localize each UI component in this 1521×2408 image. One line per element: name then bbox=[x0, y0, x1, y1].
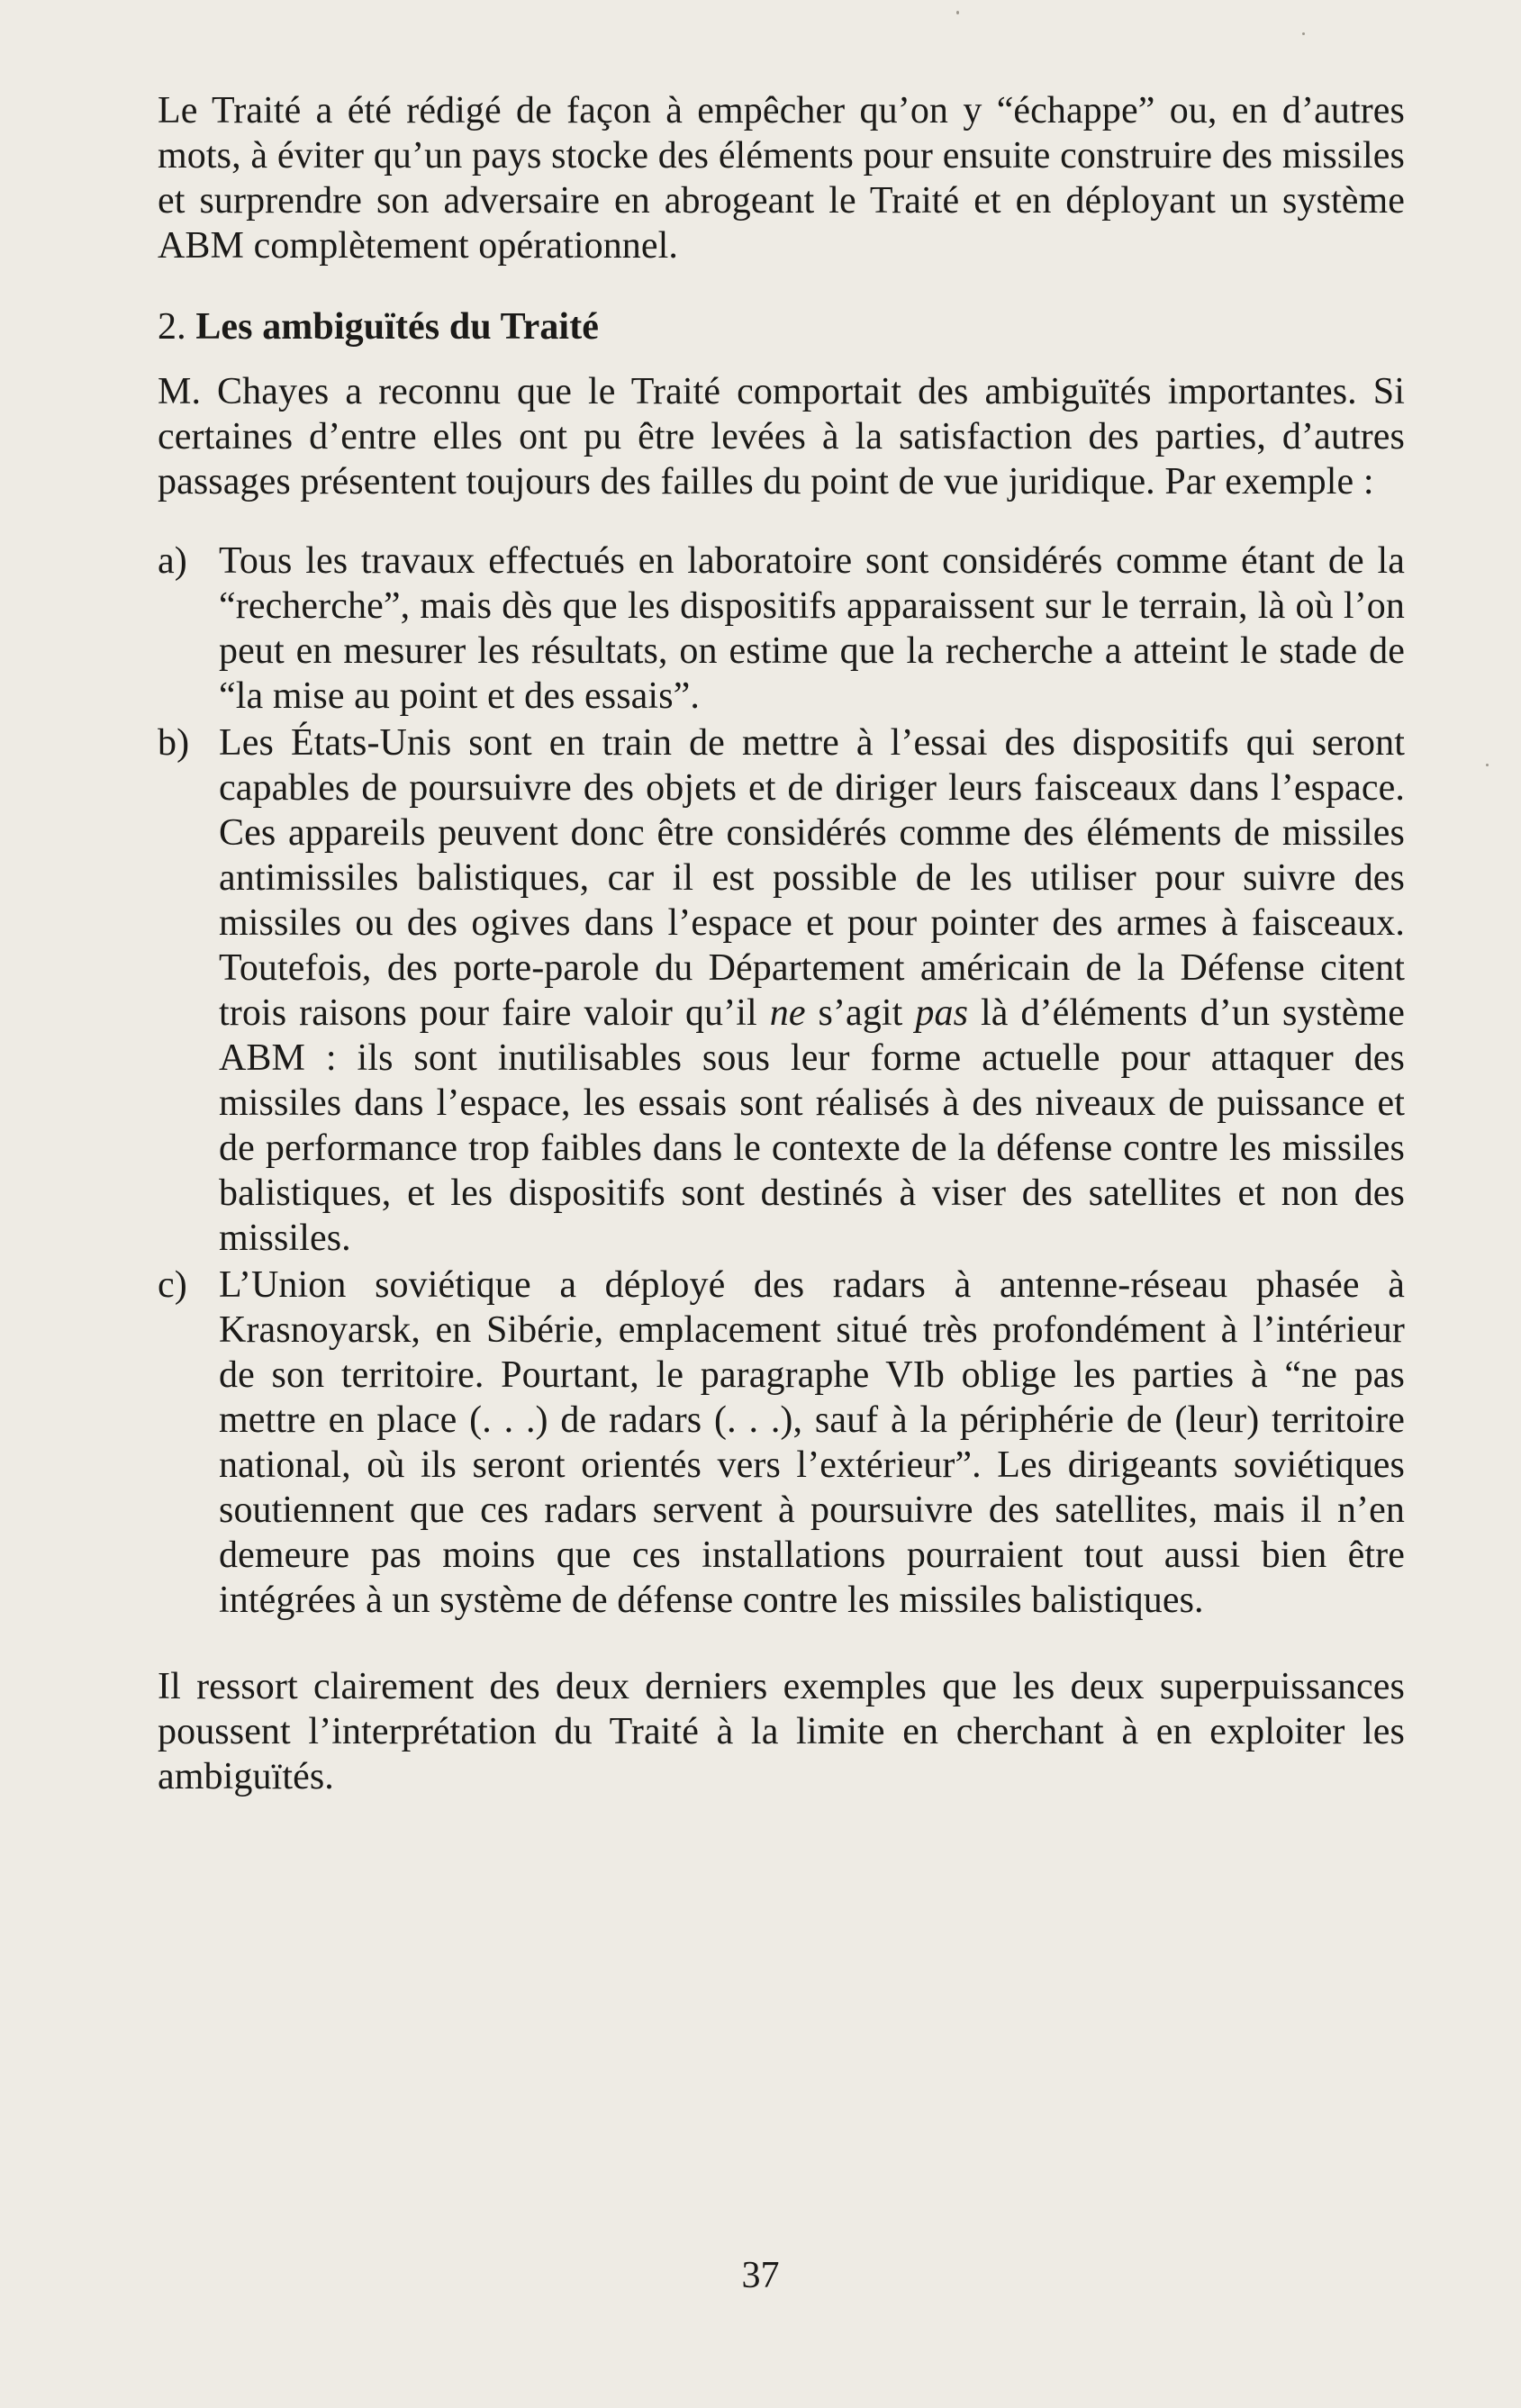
list-item-text: s’agit bbox=[805, 992, 916, 1034]
list-marker: a) bbox=[158, 540, 187, 582]
page-number: 37 bbox=[741, 2255, 780, 2296]
list-item-text: Tous les travaux effectués en laboratoire sont considérés comme étant de la “recherche”, mais dès que les dispositifs apparaissent sur le terrain, là où l’on peut en mesurer les résultats, on estime que la recherche a atteint le stade de “la mise au point et des essais”. bbox=[219, 540, 1405, 717]
list-item bbox=[158, 1263, 1405, 1623]
emphasis-text: pas bbox=[915, 992, 969, 1034]
list-marker: c) bbox=[158, 1264, 187, 1306]
section-number: 2. bbox=[158, 306, 186, 348]
list-item bbox=[158, 539, 1405, 719]
list-item-text: là d’éléments d’un système ABM : ils sont inutilisables sous leur forme actuelle pour attaquer des missiles dans l’espace, les essais sont réalisés à des niveaux de puissance et de performance trop faibles dans le contexte de la défense contre les missiles balistiques, et les dispositifs sont destinés à viser des satellites et non des missiles. bbox=[219, 992, 1405, 1259]
examples-list bbox=[158, 539, 1405, 1623]
section-paragraph: M. Chayes a reconnu que le Traité comportait des ambiguïtés importantes. Si certaines d’entre elles ont pu être levées à la satisfaction des parties, d’autres passages présentent toujours des failles du point de vue juridique. Par exemple : bbox=[158, 371, 1405, 502]
section-heading bbox=[158, 304, 1405, 349]
list-marker: b) bbox=[158, 722, 190, 764]
scan-speck bbox=[1302, 32, 1305, 35]
scan-speck bbox=[956, 11, 959, 14]
list-item bbox=[158, 720, 1405, 1261]
list-item-text: Les États-Unis sont en train de mettre à l’essai des dispositifs qui seront capables de poursuivre des objets et de diriger leurs faisceaux dans l’espace. Ces appareils peuvent donc être considérés comme des éléments de missiles antimissiles balistiques, car il est possible de les utiliser pour suivre des missiles ou des ogives dans l’espace et pour pointer des armes à faisceaux. Toutefois, des porte-parole du Département américain de la Défense citent trois raisons pour faire valoir qu’il bbox=[219, 722, 1405, 1034]
closing-paragraph: Il ressort clairement des deux derniers exemples que les deux superpuissances poussent l’interprétation du Traité à la limite en cherchant à en exploiter les ambiguïtés. bbox=[158, 1666, 1405, 1797]
intro-paragraph: Le Traité a été rédigé de façon à empêcher qu’on y “échappe” ou, en d’autres mots, à éviter qu’un pays stocke des éléments pour ensuite construire des missiles et surprendre son adversaire en abrogeant le Traité et en déployant un système ABM complètement opérationnel. bbox=[158, 90, 1405, 267]
section-title: Les ambiguïtés du Traité bbox=[195, 306, 600, 348]
page-body bbox=[158, 88, 1405, 1799]
list-item-text: L’Union soviétique a déployé des radars à antenne-réseau phasée à Krasnoyarsk, en Sibérie, emplacement situé très profondément à l’intérieur de son territoire. Pourtant, le paragraphe VIb oblige les parties à “ne pas mettre en place (. . .) de radars (. . .), sauf à la périphérie de (leur) territoire national, où ils seront orientés vers l’extérieur”. Les dirigeants soviétiques soutiennent que ces radars servent à poursuivre des satellites, mais il n’en demeure pas moins que ces installations pourraient tout aussi bien être intégrées à un système de défense contre les missiles balistiques. bbox=[219, 1264, 1405, 1621]
scan-speck bbox=[1486, 764, 1489, 766]
emphasis-text: ne bbox=[769, 992, 806, 1034]
